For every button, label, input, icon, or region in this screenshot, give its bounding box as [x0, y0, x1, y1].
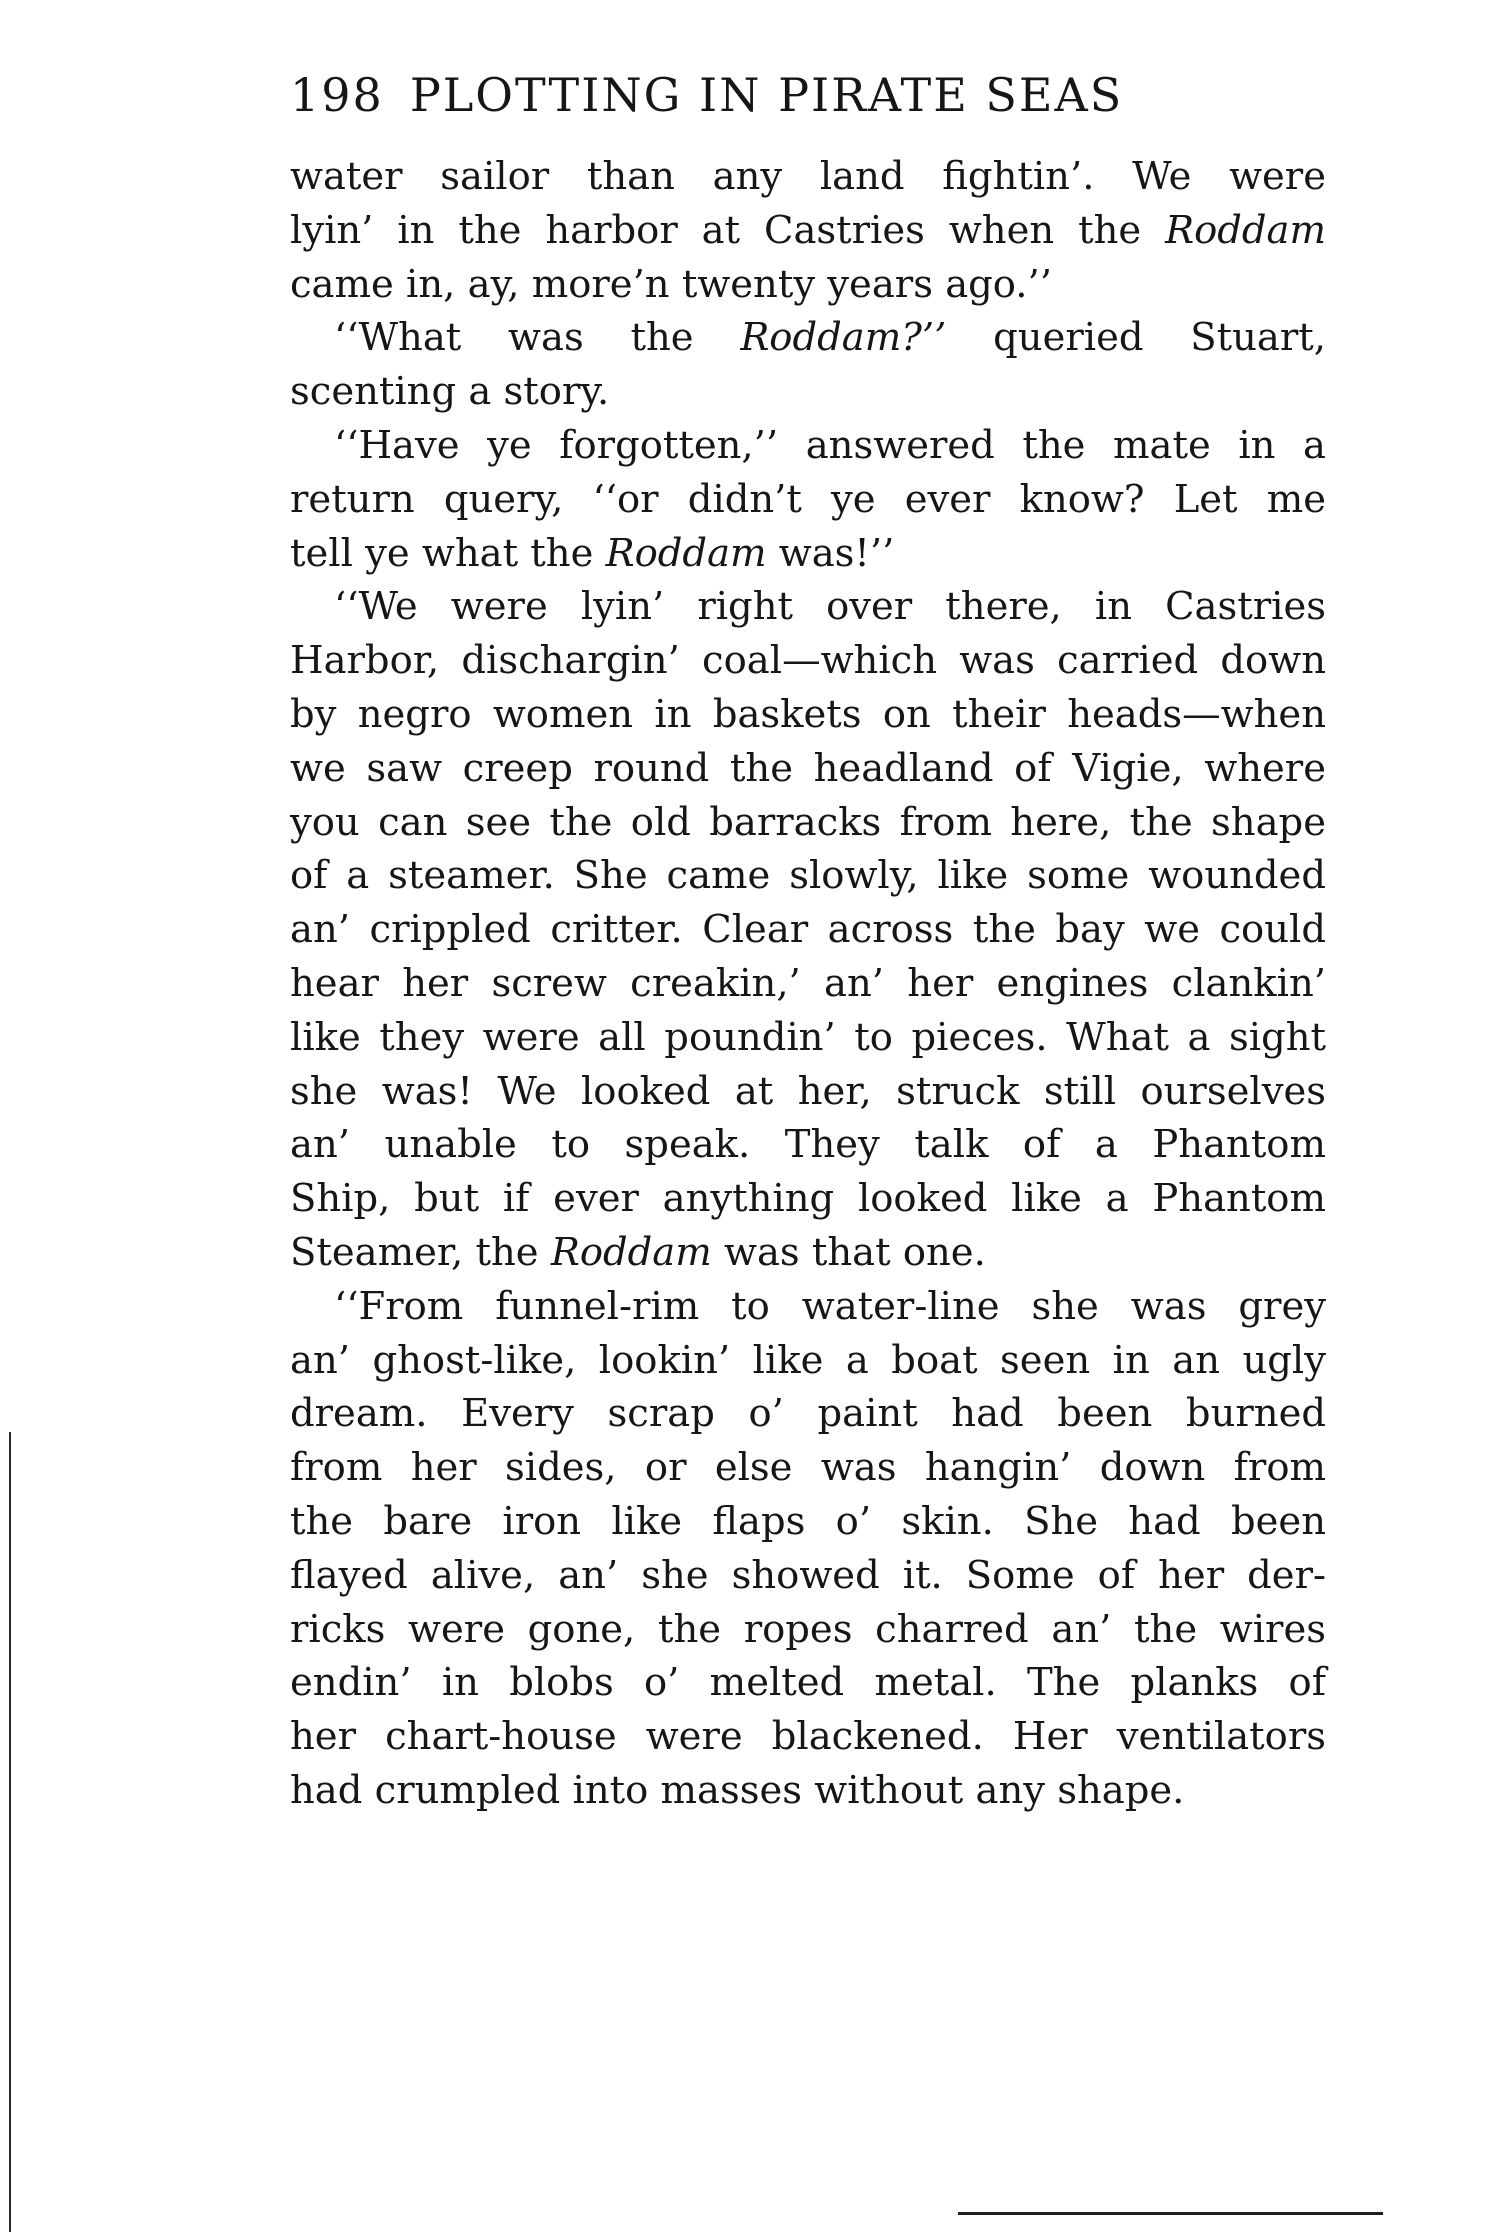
ship-name: Roddam: [550, 1229, 712, 1275]
text-run: ‘‘Have ye forgotten,’’ answered the mate in a: [334, 422, 1326, 468]
text-line: [290, 796, 1326, 850]
paragraph: [290, 580, 1326, 1279]
text-line: [290, 1011, 1326, 1065]
text-run: lyin’ in the harbor at Castries when the: [290, 207, 1166, 253]
text-line: [290, 849, 1326, 903]
text-run: her chart-house were blackened. Her ventilators: [290, 1714, 1326, 1760]
text-line: [290, 1226, 1326, 1280]
text-run: return query, ‘‘or didn’t ye ever know? Let me: [290, 476, 1326, 522]
text-run: tell ye what the: [290, 530, 606, 576]
page-number: 198: [290, 68, 384, 122]
text-run: ‘‘We were lyin’ right over there, in Castries: [334, 584, 1326, 630]
paragraph: [290, 311, 1326, 419]
text-line: [290, 1280, 1326, 1334]
running-head: [290, 60, 1240, 130]
text-line: [290, 419, 1326, 473]
text-line: [290, 688, 1326, 742]
running-title: PLOTTING IN PIRATE SEAS: [409, 68, 1124, 122]
text-line: [290, 1656, 1326, 1710]
text-run: the bare iron like flaps o’ skin. She had been: [290, 1498, 1326, 1544]
text-line: [290, 204, 1326, 258]
text-line: [290, 365, 1326, 419]
text-line: [290, 957, 1326, 1011]
text-run: from her sides, or else was hangin’ down from: [290, 1445, 1326, 1491]
text-line: [290, 1172, 1326, 1226]
text-line: [290, 634, 1326, 688]
text-line: [290, 1549, 1326, 1603]
footer-rule: [958, 2212, 1383, 2215]
text-run: Harbor, dischargin’ coal—which was carried down: [290, 638, 1326, 684]
ship-name: Roddam: [605, 530, 767, 576]
text-run: we saw creep round the headland of Vigie, where: [290, 745, 1326, 791]
text-run: she was! We looked at her, struck still ourselves: [290, 1068, 1326, 1114]
text-line: [290, 1441, 1326, 1495]
text-run: was!’’: [766, 530, 895, 576]
text-run: scenting a story.: [290, 369, 610, 415]
body-text: [290, 150, 1326, 1818]
margin-scan-line: [9, 1432, 11, 2232]
text-line: [290, 1764, 1326, 1818]
text-run: by negro women in baskets on their heads—when: [290, 691, 1326, 737]
ship-name: Roddam: [1165, 207, 1326, 253]
text-run: flayed alive, an’ she showed it. Some of her der-: [290, 1552, 1326, 1598]
text-run: queried Stuart,: [946, 315, 1326, 361]
text-line: [290, 311, 1326, 365]
text-run: an’ ghost-like, lookin’ like a boat seen in an ugly: [290, 1337, 1326, 1383]
text-run: had crumpled into masses without any shape.: [290, 1767, 1185, 1813]
text-line: [290, 1118, 1326, 1172]
paragraph: [290, 150, 1326, 311]
text-run: water sailor than any land fightin’. We were: [290, 154, 1326, 199]
text-line: [290, 473, 1326, 527]
text-run: ricks were gone, the ropes charred an’ the wires: [290, 1606, 1326, 1652]
text-line: [290, 1603, 1326, 1657]
text-line: [290, 1495, 1326, 1549]
ship-name: Roddam?’’: [740, 315, 947, 361]
text-line: [290, 1334, 1326, 1388]
text-line: [290, 742, 1326, 796]
text-run: like they were all poundin’ to pieces. What a sight: [290, 1014, 1326, 1060]
text-line: [290, 150, 1326, 204]
text-line: [290, 580, 1326, 634]
text-run: dream. Every scrap o’ paint had been burned: [290, 1391, 1326, 1437]
text-line: [290, 1710, 1326, 1764]
text-run: endin’ in blobs o’ melted metal. The planks of: [290, 1660, 1326, 1706]
text-line: [290, 1387, 1326, 1441]
text-run: was that one.: [711, 1229, 986, 1275]
text-line: [290, 527, 1326, 581]
text-run: Ship, but if ever anything looked like a Phantom: [290, 1176, 1326, 1222]
text-run: of a steamer. She came slowly, like some wounded: [290, 853, 1326, 899]
text-run: an’ unable to speak. They talk of a Phantom: [290, 1122, 1326, 1168]
text-run: ‘‘What was the: [334, 315, 741, 361]
paragraph: [290, 419, 1326, 580]
text-run: you can see the old barracks from here, the shape: [290, 799, 1326, 845]
text-run: came in, ay, more’n twenty years ago.’’: [290, 261, 1053, 307]
text-run: Steamer, the: [290, 1229, 551, 1275]
text-run: an’ crippled critter. Clear across the bay we could: [290, 907, 1326, 953]
text-line: [290, 258, 1326, 312]
text-run: hear her screw creakin,’ an’ her engines clankin’: [290, 960, 1326, 1006]
text-line: [290, 1065, 1326, 1119]
text-run: ‘‘From funnel-rim to water-line she was grey: [334, 1283, 1326, 1329]
text-line: [290, 903, 1326, 957]
paragraph: [290, 1280, 1326, 1818]
